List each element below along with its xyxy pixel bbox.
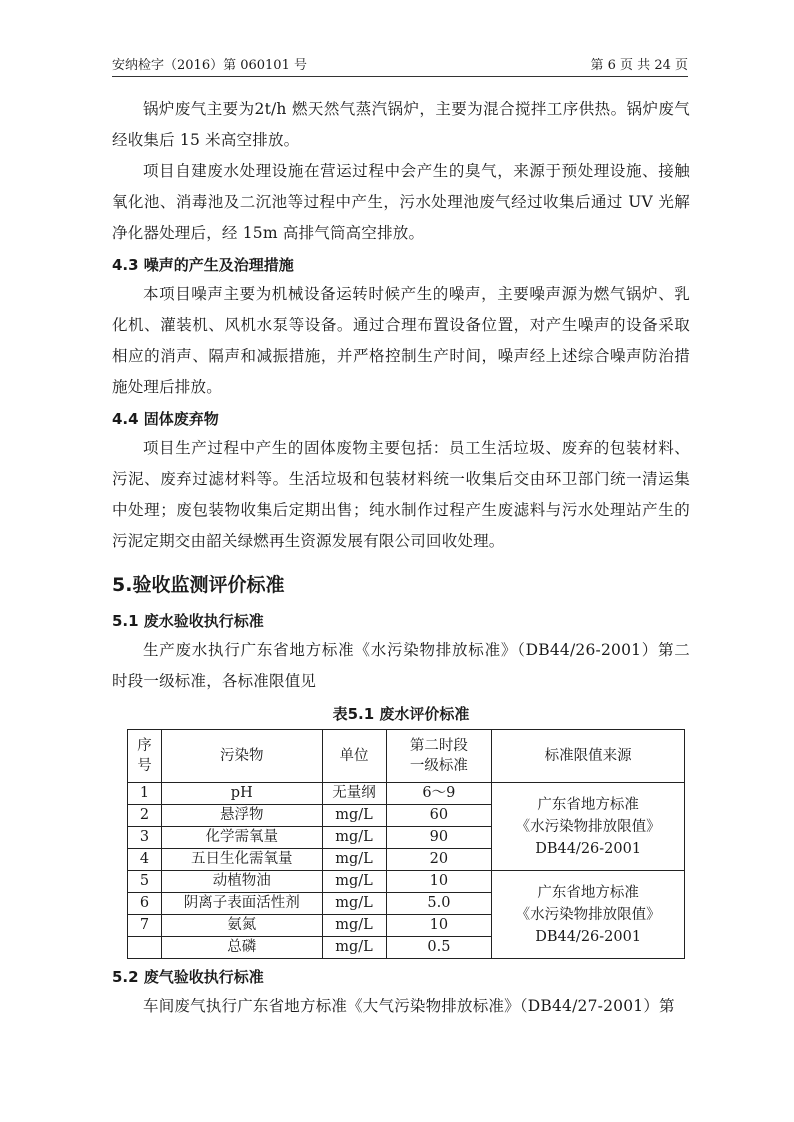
source-line: DB44/26-2001: [535, 840, 642, 857]
cell-limit: 0.5: [386, 937, 492, 959]
cell-limit: 20: [386, 849, 492, 871]
cell-pollutant: 动植物油: [161, 871, 322, 893]
cell-source-group-2: [492, 871, 685, 959]
paragraph-noise: 本项目噪声主要为机械设备运转时候产生的噪声，主要噪声源为燃气锅炉、乳化机、灌装机、风机水泵等设备。通过合理布置设备位置，对产生噪声的设备采取相应的消声、隔声和减振措施，并严格控制生产时间，噪声经上述综合噪声防治措施处理后排放。: [112, 285, 690, 396]
paragraph-exhaust-standard: 车间废气执行广东省地方标准《大气污染物排放标准》（DB44/27-2001）第: [143, 997, 675, 1015]
paragraph-solid-waste: 项目生产过程中产生的固体废物主要包括：员工生活垃圾、废弃的包装材料、污泥、废弃过滤材料等。生活垃圾和包装材料统一收集后交由环卫部门统一清运集中处理；废包装物收集后定期出售；纯水制作过程产生废滤料与污水处理站产生的污泥定期交由韶关绿燃再生资源发展有限公司回收处理。: [112, 439, 690, 550]
header-no: 序 号: [128, 730, 162, 783]
paragraph-wastewater-standard: 生产废水执行广东省地方标准《水污染物排放标准》（DB44/26-2001）第二时段一级标准，各标准限值见: [112, 641, 690, 690]
cell-pollutant: 总磷: [161, 937, 322, 959]
cell-limit: 6～9: [386, 783, 492, 805]
page-number: 第 6 页 共 24 页: [590, 58, 688, 73]
heading-wastewater-standard: 5.1 废水验收执行标准: [112, 612, 264, 630]
table-row: [128, 871, 685, 893]
cell-no: [128, 937, 162, 959]
cell-limit: 60: [386, 805, 492, 827]
table-header-row: [128, 730, 685, 783]
cell-limit: 10: [386, 871, 492, 893]
cell-limit: 5.0: [386, 893, 492, 915]
cell-no: 7: [128, 915, 162, 937]
cell-unit: mg/L: [322, 805, 386, 827]
cell-unit: mg/L: [322, 937, 386, 959]
cell-limit: 90: [386, 827, 492, 849]
cell-no: 2: [128, 805, 162, 827]
wastewater-standard-table: [127, 729, 685, 959]
cell-limit: 10: [386, 915, 492, 937]
cell-no: 5: [128, 871, 162, 893]
header-source: 标准限值来源: [492, 730, 685, 783]
table-caption: 表5.1 废水评价标准: [332, 705, 470, 723]
cell-unit: mg/L: [322, 871, 386, 893]
cell-pollutant: 悬浮物: [161, 805, 322, 827]
table-row: [128, 783, 685, 805]
cell-pollutant: pH: [161, 783, 322, 805]
cell-unit: mg/L: [322, 827, 386, 849]
cell-no: 6: [128, 893, 162, 915]
heading-solid-waste: 4.4 固体废弃物: [112, 410, 219, 428]
heading-noise: 4.3 噪声的产生及治理措施: [112, 256, 294, 274]
cell-unit: mg/L: [322, 893, 386, 915]
cell-pollutant: 阴离子表面活性剂: [161, 893, 322, 915]
cell-unit: mg/L: [322, 915, 386, 937]
cell-no: 1: [128, 783, 162, 805]
document-number: 安纳检字（2016）第 060101 号: [112, 58, 307, 73]
source-line: 广东省地方标准: [537, 796, 639, 813]
heading-exhaust-standard: 5.2 废气验收执行标准: [112, 968, 264, 986]
paragraph-boiler-exhaust: 锅炉废气主要为2t/h 燃天然气蒸汽锅炉，主要为混合搅拌工序供热。锅炉废气经收集后 15 米高空排放。: [112, 100, 690, 149]
cell-pollutant: 氨氮: [161, 915, 322, 937]
cell-pollutant: 化学需氧量: [161, 827, 322, 849]
page-content: [112, 94, 690, 1022]
source-line: 《水污染物排放限值》: [515, 906, 661, 923]
paragraph-odor: 项目自建废水处理设施在营运过程中会产生的臭气，来源于预处理设施、接触氧化池、消毒池及二沉池等过程中产生，污水处理池废气经过收集后通过 UV 光解净化器处理后，经 15m 高排气筒高空排放。: [112, 162, 690, 242]
cell-source-group-1: [492, 783, 685, 871]
header-pollutant: 污染物: [161, 730, 322, 783]
header-limit: 第二时段 一级标准: [386, 730, 492, 783]
cell-unit: mg/L: [322, 849, 386, 871]
cell-pollutant: 五日生化需氧量: [161, 849, 322, 871]
cell-no: 3: [128, 827, 162, 849]
source-line: 广东省地方标准: [537, 884, 639, 901]
source-line: DB44/26-2001: [535, 928, 642, 945]
page-header: [112, 52, 688, 77]
cell-no: 4: [128, 849, 162, 871]
source-line: 《水污染物排放限值》: [515, 818, 661, 835]
heading-section-5: 5.验收监测评价标准: [112, 574, 285, 596]
header-unit: 单位: [322, 730, 386, 783]
cell-unit: 无量纲: [322, 783, 386, 805]
